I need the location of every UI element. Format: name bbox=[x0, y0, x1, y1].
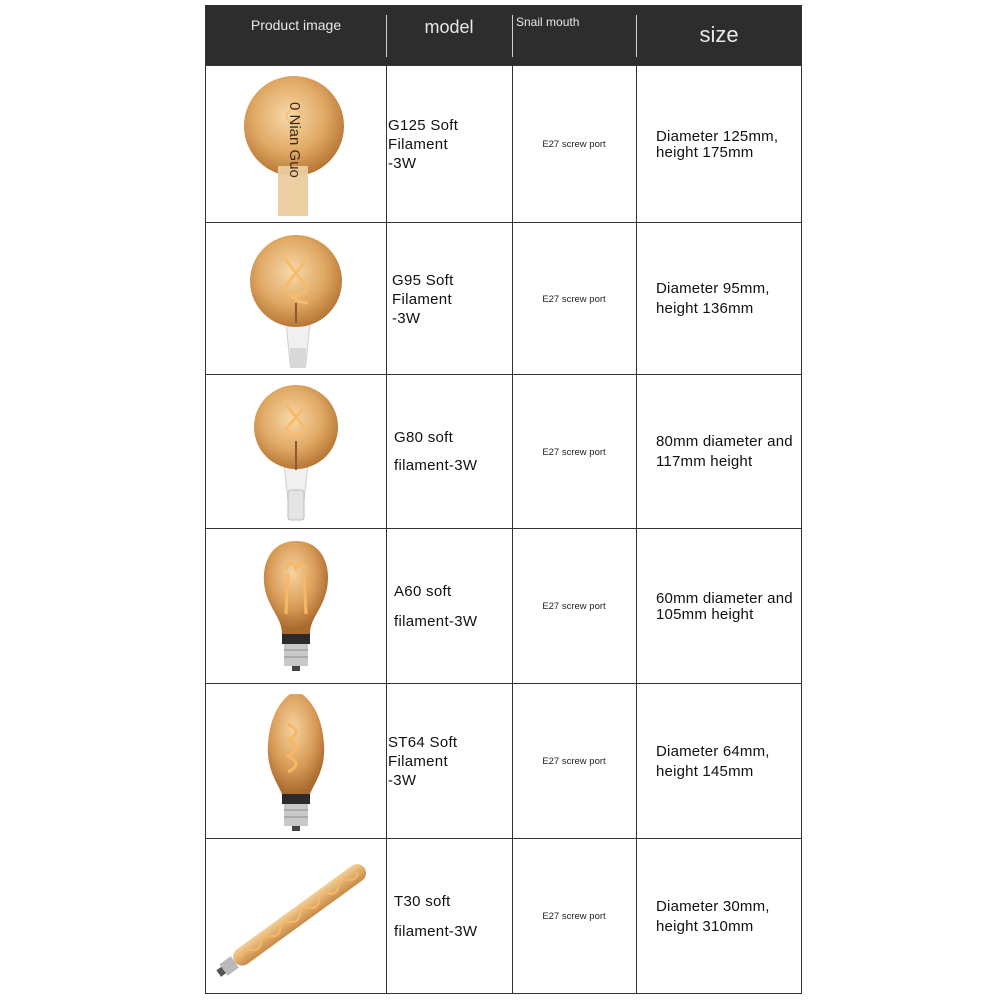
port-cell: E27 screw port bbox=[542, 446, 606, 458]
model-cell bbox=[388, 66, 508, 223]
size-cell: 80mm diameter and 117mm height bbox=[656, 433, 793, 470]
header-size: size bbox=[699, 22, 739, 47]
model-cell bbox=[388, 529, 508, 684]
size-cell: Diameter 64mm, height 145mm bbox=[656, 742, 770, 780]
table-row bbox=[206, 528, 801, 684]
model-cell bbox=[388, 684, 508, 839]
size-cell: 60mm diameter and 105mm height bbox=[656, 589, 793, 623]
model-cell bbox=[388, 839, 508, 994]
port-cell: E27 screw port bbox=[542, 293, 606, 305]
port-cell: E27 screw port bbox=[542, 911, 606, 922]
table-row bbox=[206, 838, 801, 994]
port-cell: E27 screw port bbox=[542, 756, 606, 767]
model-text: G125 Soft Filament -3W bbox=[388, 117, 459, 172]
port-cell: E27 screw port bbox=[542, 139, 606, 150]
model-cell bbox=[388, 375, 508, 529]
header-snail-mouth: Snail mouth bbox=[516, 15, 580, 29]
header-product-image: Product image bbox=[250, 17, 342, 33]
product-table bbox=[205, 5, 802, 994]
table-row bbox=[206, 65, 801, 223]
watermark-text: 0 Nian Guo bbox=[286, 102, 303, 178]
model-text: T30 soft filament-3W bbox=[394, 892, 478, 940]
model-text: G95 Soft Filament -3W bbox=[392, 271, 454, 327]
table-row bbox=[206, 374, 801, 529]
model-text: ST64 Soft Filament -3W bbox=[388, 734, 458, 789]
header-model: model bbox=[424, 17, 474, 37]
g80-globe-bulb-icon bbox=[206, 375, 386, 529]
g95-globe-bulb-icon bbox=[206, 223, 386, 375]
table-row bbox=[206, 683, 801, 839]
model-cell bbox=[388, 223, 508, 375]
size-cell: Diameter 95mm, height 136mm bbox=[656, 280, 770, 317]
size-cell: Diameter 30mm, height 310mm bbox=[656, 897, 770, 935]
table-row bbox=[206, 222, 801, 375]
st64-bulb-icon bbox=[206, 684, 386, 839]
table-header bbox=[206, 5, 801, 65]
t30-tube-bulb-icon bbox=[206, 839, 386, 994]
size-cell: Diameter 125mm, height 175mm bbox=[656, 127, 779, 161]
port-cell: E27 screw port bbox=[542, 601, 606, 612]
g125-globe-bulb-icon bbox=[206, 66, 386, 223]
model-text: G80 soft filament-3W bbox=[394, 429, 478, 474]
model-text: A60 soft filament-3W bbox=[394, 582, 478, 630]
a60-bulb-icon bbox=[206, 529, 386, 684]
